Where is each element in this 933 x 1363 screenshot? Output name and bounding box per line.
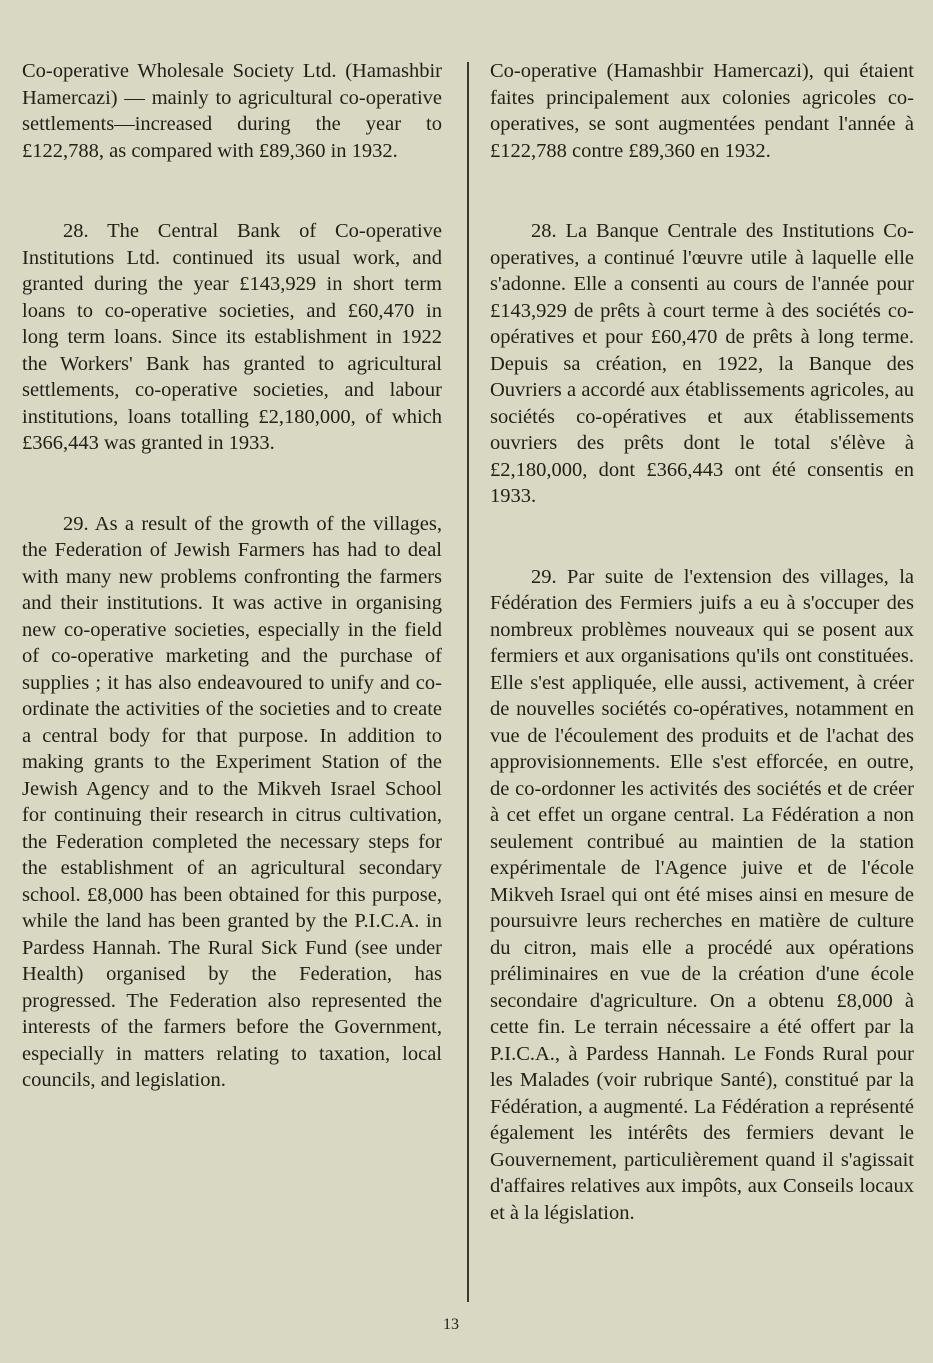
paragraph-27-continued-en: Co-operative Wholesale Society Ltd. (Hamashbir Hamercazi) — mainly to agricultural co-operative settlements—increased during the year to £122,788, as compared with £89,360 in 1932.: [22, 60, 442, 162]
paragraph-29-en: 29. As a result of the growth of the villages, the Federation of Jewish Farmers has had to deal with many new problems confronting the farmers and their institutions. It was active in organising new co-operative societies, especially in the field of co-operative marketing and the purchase of supplies ; it has also endeavoured to unify and co-ordinate the activities of the societies and to create a central body for that purpose. In addition to making grants to the Experiment Station of the Jewish Agency and to the Mikveh Israel School for continuing their research in citrus cultivation, the Federation completed the necessary steps for the establishment of an agricultural secondary school. £8,000 has been obtained for this purpose, while the land has been granted by the P.I.C.A. in Pardess Hannah. The Rural Sick Fund (see under Health) organised by the Federation, has progressed. The Federation also represented the interests of the farmers before the Government, especially in matters relating to taxation, local councils, and legislation.: [22, 512, 442, 1091]
paragraph-29-fr: 29. Par suite de l'extension des villages, la Fédération des Fermiers juifs a eu à s'occuper des nombreux problèmes nouveaux qui se posent aux fermiers et aux organisations qu'ils ont constituées. Elle s'est appliquée, elle aussi, activement, à créer de nouvelles sociétés co-opératives, notamment en vue de l'écoulement des produits et de l'achat des approvisionnements. Elle s'est efforcée, en outre, de co-ordonner les activités des sociétés et de créer à cet effet un organe central. La Fédération a non seulement contribué au maintien de la station expérimentale de l'Agence juive et de l'école Mikveh Israel qui ont été mises ainsi en mesure de poursuivre leurs recherches en matière de culture du citron, mais elle a procédé aux opérations préliminaires en vue de la création d'une école secondaire d'agriculture. On a obtenu £8,000 à cette fin. Le terrain nécessaire a été offert par la P.I.C.A., à Pardess Hannah. Le Fonds Rural pour les Malades (voir rubrique Santé), constitué par la Fédération, a augmenté. La Fédération a représenté également les intérêts des fermiers devant le Gouvernement, particulièrement quand il s'agissait d'affaires relatives aux impôts, aux Conseils locaux et à la législation.: [490, 565, 914, 1224]
page-number: 13: [443, 1316, 459, 1333]
english-column: [22, 58, 442, 1148]
paragraph-28-fr: 28. La Banque Centrale des Institutions Co-operatives, a continué l'œuvre utile à laquelle elle s'adonne. Elle a consenti au cours de l'année pour £143,929 de prêts à court terme à des sociétés co-opératives et pour £60,470 de prêts à long terme. Depuis sa création, en 1922, la Banque des Ouvriers a accordé aux établissements agricoles, au sociétés co-opératives et aux établissements ouvriers des prêts dont le total s'élève à £2,180,000, dont £366,443 ont été consentis en 1933.: [490, 220, 914, 507]
paragraph-27-continued-fr: Co-operative (Hamashbir Hamercazi), qui étaient faites principalement aux colonies agricoles co-operatives, se sont augmentées pendant l'année à £122,788 contre £89,360 en 1932.: [490, 60, 914, 162]
paragraph-28-en: 28. The Central Bank of Co-operative Institutions Ltd. continued its usual work, and granted during the year £143,929 in short term loans to co-operative societies, and £60,470 in long term loans. Since its establishment in 1922 the Workers' Bank has granted to agricultural settlements, co-operative societies, and labour institutions, loans totalling £2,180,000, of which £366,443 was granted in 1933.: [22, 220, 442, 454]
french-column: [490, 58, 914, 1280]
column-divider: [467, 62, 469, 1302]
